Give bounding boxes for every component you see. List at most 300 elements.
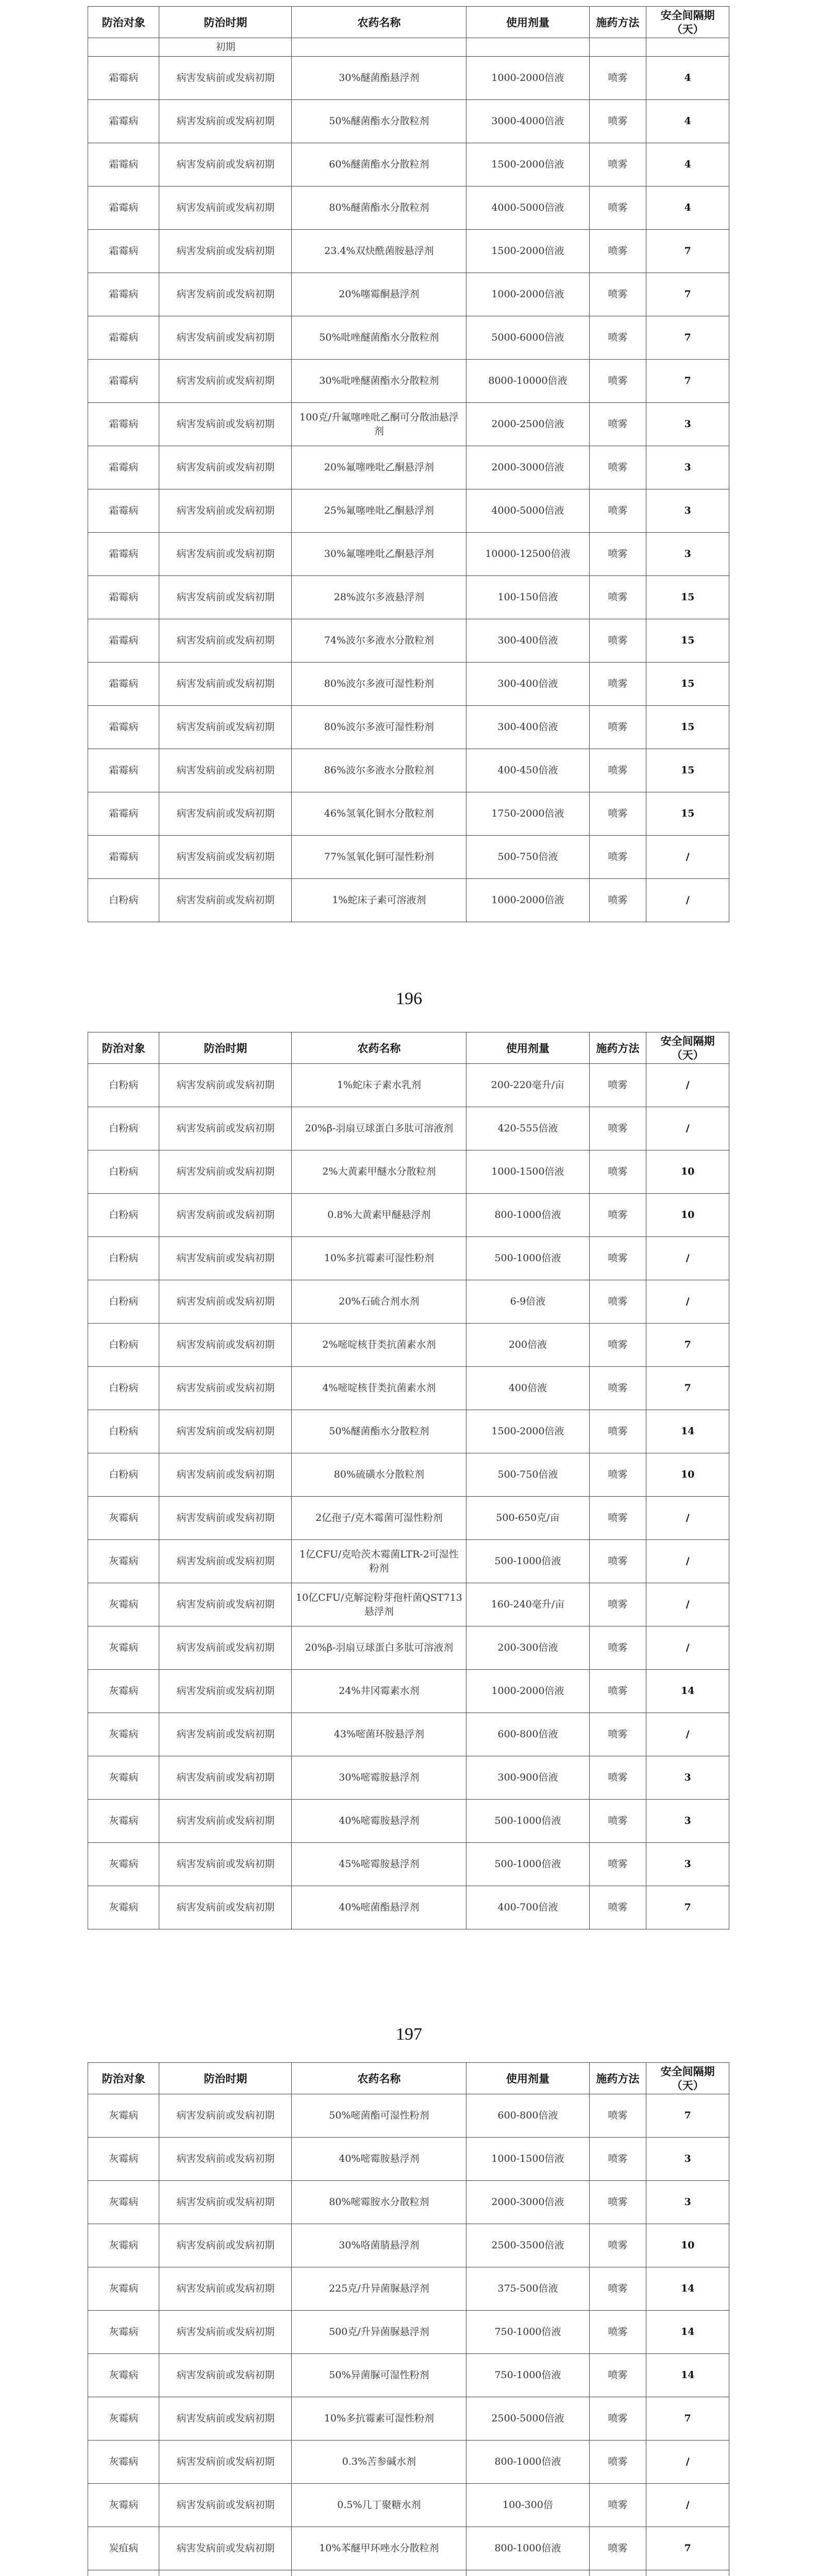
cell-method: 喷雾 [589, 1150, 646, 1194]
cell-target: 白粉病 [88, 1324, 159, 1367]
cell-agent: 43%嘧菌环胺悬浮剂 [292, 1713, 466, 1756]
cell-target: 霜霉病 [88, 663, 159, 706]
cell-method: 喷雾 [589, 57, 646, 100]
cell-target: 霜霉病 [88, 576, 159, 619]
cell-agent: 2亿孢子/克木霉菌可湿性粉剂 [292, 1497, 466, 1540]
cell-method: 喷雾 [589, 1064, 646, 1107]
cell-target: 霜霉病 [88, 446, 159, 489]
cell-interval: / [646, 836, 729, 879]
table-row [88, 1497, 729, 1540]
cell-method: 喷雾 [589, 1670, 646, 1713]
cell-period: 病害发病前或发病初期 [159, 403, 292, 446]
cell-interval: 15 [646, 576, 729, 619]
cell-agent: 24%井冈霉素水剂 [292, 1670, 466, 1713]
table-row [88, 1064, 729, 1107]
cell-agent: 0.8%大黄素甲醚悬浮剂 [292, 1194, 466, 1237]
header-method: 施药方法 [589, 2063, 646, 2094]
pesticide-table-p197 [88, 1032, 729, 1929]
table-row [88, 1410, 729, 1453]
cell-period: 病害发病前或发病初期 [159, 2311, 292, 2354]
table-row [88, 2484, 729, 2527]
cell-period: 病害发病前或发病初期 [159, 1367, 292, 1410]
table-row [88, 1150, 729, 1194]
cell-dose: 200-300倍液 [466, 1626, 589, 1670]
cell-interval: / [646, 1713, 729, 1756]
cell-method: 喷雾 [589, 2397, 646, 2441]
cell-method: 喷雾 [589, 1756, 646, 1800]
cell-method: 喷雾 [589, 230, 646, 273]
cell-interval: / [646, 1064, 729, 1107]
cell-method: 喷雾 [589, 879, 646, 922]
cell-method: 喷雾 [589, 1626, 646, 1670]
cell-period: 病害发病前或发病初期 [159, 2397, 292, 2441]
cell-target [88, 2570, 159, 2576]
cell-period: 病害发病前或发病初期 [159, 1324, 292, 1367]
cell-period: 病害发病前或发病初期 [159, 187, 292, 230]
cell-interval: / [646, 1583, 729, 1626]
table-row [88, 663, 729, 706]
cell-target: 白粉病 [88, 879, 159, 922]
table-row [88, 2094, 729, 2138]
cell-period: 病害发病前或发病初期 [159, 1064, 292, 1107]
cell-method: 喷雾 [589, 533, 646, 576]
cell-interval: 4 [646, 143, 729, 187]
cell-dose [466, 2570, 589, 2576]
cell-agent: 40%嘧菌酯悬浮剂 [292, 1886, 466, 1929]
cell-period: 病害发病前或发病初期 [159, 1800, 292, 1843]
cell-agent: 500克/升异菌脲悬浮剂 [292, 2311, 466, 2354]
cell-method: 喷雾 [589, 1713, 646, 1756]
cell-target: 灰霉病 [88, 2267, 159, 2311]
table-row [88, 706, 729, 749]
cell-interval: 3 [646, 2138, 729, 2181]
table-row [88, 57, 729, 100]
cell-target: 白粉病 [88, 1367, 159, 1410]
cell-agent: 10%多抗霉素可湿性粉剂 [292, 1237, 466, 1280]
cell-period [159, 2570, 292, 2576]
cell-agent: 80%硫磺水分散粒剂 [292, 1453, 466, 1497]
cell-method: 喷雾 [589, 1237, 646, 1280]
cell-interval: / [646, 1497, 729, 1540]
cell-method: 喷雾 [589, 100, 646, 143]
cell-dose: 500-1000倍液 [466, 1540, 589, 1583]
table-row [88, 1756, 729, 1800]
header-dose: 使用剂量 [466, 7, 589, 38]
cell-agent: 50%吡唑醚菌酯水分散粒剂 [292, 316, 466, 360]
cell-target: 白粉病 [88, 1150, 159, 1194]
table-row [88, 2267, 729, 2311]
cell-interval: 10 [646, 2224, 729, 2267]
cell-period: 病害发病前或发病初期 [159, 2138, 292, 2181]
table-row [88, 187, 729, 230]
cell-target: 白粉病 [88, 1107, 159, 1150]
cell-dose: 600-800倍液 [466, 2094, 589, 2138]
cell-target: 白粉病 [88, 1410, 159, 1453]
cell-method: 喷雾 [589, 446, 646, 489]
cell-period: 病害发病前或发病初期 [159, 2527, 292, 2570]
table-row [88, 619, 729, 663]
cell-period: 病害发病前或发病初期 [159, 2181, 292, 2224]
cell-dose: 1500-2000倍液 [466, 1410, 589, 1453]
cell-target: 灰霉病 [88, 2094, 159, 2138]
cell-interval: / [646, 1280, 729, 1324]
cell-interval: / [646, 1107, 729, 1150]
table-row [88, 1626, 729, 1670]
cell-agent: 1亿CFU/克哈茨木霉菌LTR-2可湿性粉剂 [292, 1540, 466, 1583]
cell-interval: 7 [646, 1324, 729, 1367]
cell-method: 喷雾 [589, 2311, 646, 2354]
cell-dose: 2000-3000倍液 [466, 446, 589, 489]
cell-target: 灰霉病 [88, 2138, 159, 2181]
cell-method: 喷雾 [589, 1280, 646, 1324]
cell-dose: 400-700倍液 [466, 1886, 589, 1929]
cell-agent: 50%异菌脲可湿性粉剂 [292, 2354, 466, 2397]
cell-method: 喷雾 [589, 1540, 646, 1583]
cell-dose: 420-555倍液 [466, 1107, 589, 1150]
cell-interval: 15 [646, 663, 729, 706]
cell-dose: 4000-5000倍液 [466, 187, 589, 230]
cell-method: 喷雾 [589, 316, 646, 360]
cell-period: 病害发病前或发病初期 [159, 533, 292, 576]
cell-period: 病害发病前或发病初期 [159, 1886, 292, 1929]
cell-target: 灰霉病 [88, 1886, 159, 1929]
cell-target: 霜霉病 [88, 230, 159, 273]
cell-dose: 1000-1500倍液 [466, 1150, 589, 1194]
cell-dose: 8000-10000倍液 [466, 360, 589, 403]
table-row [88, 2354, 729, 2397]
header-period: 防治时期 [159, 1032, 292, 1064]
cell-dose: 160-240毫升/亩 [466, 1583, 589, 1626]
table-row [88, 1367, 729, 1410]
cell-interval: / [646, 1237, 729, 1280]
cell-method: 喷雾 [589, 2441, 646, 2484]
cell-dose: 1750-2000倍液 [466, 792, 589, 836]
cell-dose: 200-220毫升/亩 [466, 1064, 589, 1107]
table-row [88, 1800, 729, 1843]
table-row [88, 1540, 729, 1583]
cell-dose: 500-1000倍液 [466, 1237, 589, 1280]
pesticide-table-p196 [88, 6, 729, 922]
cell-dose: 1500-2000倍液 [466, 230, 589, 273]
cell-period: 病害发病前或发病初期 [159, 836, 292, 879]
cell-agent: 20%β-羽扇豆球蛋白多肽可溶液剂 [292, 1107, 466, 1150]
cell-interval: 7 [646, 2094, 729, 2138]
cell-dose: 500-750倍液 [466, 836, 589, 879]
header-agent: 农药名称 [292, 2063, 466, 2094]
cell-dose: 300-900倍液 [466, 1756, 589, 1800]
cell-agent: 30%醚菌酯悬浮剂 [292, 57, 466, 100]
cell-target: 灰霉病 [88, 2441, 159, 2484]
cell-dose: 800-1000倍液 [466, 1194, 589, 1237]
table-header-row [88, 2063, 729, 2094]
cell-dose: 1000-1500倍液 [466, 2138, 589, 2181]
cell-interval: 15 [646, 792, 729, 836]
cell-period: 病害发病前或发病初期 [159, 2224, 292, 2267]
cell-dose: 100-300倍 [466, 2484, 589, 2527]
cell-dose: 800-1000倍液 [466, 2441, 589, 2484]
cell-target: 霜霉病 [88, 836, 159, 879]
table-row [88, 2181, 729, 2224]
cell-dose: 500-1000倍液 [466, 1800, 589, 1843]
cell-period: 病害发病前或发病初期 [159, 663, 292, 706]
cell-agent: 10%苯醚甲环唑水分散粒剂 [292, 2527, 466, 2570]
cell-interval: 3 [646, 446, 729, 489]
table-row [88, 489, 729, 533]
cell-method [589, 2570, 646, 2576]
cell-period: 病害发病前或发病初期 [159, 1626, 292, 1670]
cell-agent: 86%波尔多液水分散粒剂 [292, 749, 466, 792]
cell-interval: 10 [646, 1150, 729, 1194]
cell-interval: 3 [646, 489, 729, 533]
cell-dose: 300-400倍液 [466, 706, 589, 749]
cell-agent: 1%蛇床子素水乳剂 [292, 1064, 466, 1107]
cell-agent [292, 2570, 466, 2576]
cell-dose: 300-400倍液 [466, 619, 589, 663]
cell-dose: 1000-2000倍液 [466, 57, 589, 100]
cell-target: 灰霉病 [88, 2484, 159, 2527]
cell-dose: 750-1000倍液 [466, 2311, 589, 2354]
cell-period: 病害发病前或发病初期 [159, 446, 292, 489]
header-period: 防治时期 [159, 2063, 292, 2094]
cell-target: 灰霉病 [88, 1583, 159, 1626]
table-row [88, 446, 729, 489]
cell-agent: 40%嘧霉胺悬浮剂 [292, 2138, 466, 2181]
cell-agent: 74%波尔多液水分散粒剂 [292, 619, 466, 663]
cell-agent: 50%醚菌酯水分散粒剂 [292, 100, 466, 143]
cell-dose: 1000-2000倍液 [466, 273, 589, 316]
cell-interval: 7 [646, 1367, 729, 1410]
table-row [88, 1886, 729, 1929]
header-period: 防治时期 [159, 7, 292, 38]
cell-period: 初期 [159, 38, 292, 57]
cell-method: 喷雾 [589, 1583, 646, 1626]
cell-period: 病害发病前或发病初期 [159, 1497, 292, 1540]
cell-method: 喷雾 [589, 1367, 646, 1410]
cell-interval: 4 [646, 57, 729, 100]
cell-interval: 7 [646, 360, 729, 403]
table-row [88, 2441, 729, 2484]
cell-target: 灰霉病 [88, 2354, 159, 2397]
cell-target: 灰霉病 [88, 1497, 159, 1540]
cell-interval: 7 [646, 273, 729, 316]
table-row [88, 143, 729, 187]
cell-method: 喷雾 [589, 706, 646, 749]
cell-interval: 3 [646, 1800, 729, 1843]
cell-method: 喷雾 [589, 749, 646, 792]
cell-agent: 0.3%苦参碱水剂 [292, 2441, 466, 2484]
cell-method: 喷雾 [589, 1107, 646, 1150]
cell-interval: 14 [646, 1410, 729, 1453]
cell-dose: 200倍液 [466, 1324, 589, 1367]
cell-period: 病害发病前或发病初期 [159, 2267, 292, 2311]
cell-period: 病害发病前或发病初期 [159, 619, 292, 663]
cell-target: 霜霉病 [88, 187, 159, 230]
cell-interval: 3 [646, 2181, 729, 2224]
table-row [88, 749, 729, 792]
cell-interval: 14 [646, 2354, 729, 2397]
table-row [88, 2311, 729, 2354]
cell-method: 喷雾 [589, 2484, 646, 2527]
cell-target: 霜霉病 [88, 316, 159, 360]
cell-interval: / [646, 2441, 729, 2484]
cell-method: 喷雾 [589, 836, 646, 879]
cell-dose: 1000-2000倍液 [466, 879, 589, 922]
table-row [88, 1324, 729, 1367]
cell-target: 霜霉病 [88, 792, 159, 836]
cell-method: 喷雾 [589, 1800, 646, 1843]
header-method: 施药方法 [589, 7, 646, 38]
cell-method: 喷雾 [589, 1886, 646, 1929]
cell-interval: 10 [646, 1194, 729, 1237]
cell-agent: 80%波尔多液可湿性粉剂 [292, 663, 466, 706]
table-row [88, 403, 729, 446]
table-row [88, 792, 729, 836]
cell-interval: 4 [646, 187, 729, 230]
cell-interval: 14 [646, 2311, 729, 2354]
cell-target: 白粉病 [88, 1064, 159, 1107]
table-row [88, 2138, 729, 2181]
cell-method: 喷雾 [589, 273, 646, 316]
cell-agent: 60%醚菌酯水分散粒剂 [292, 143, 466, 187]
table-row [88, 879, 729, 922]
table-row [88, 836, 729, 879]
cell-period: 病害发病前或发病初期 [159, 1756, 292, 1800]
header-interval: 安全间隔期（天） [646, 1032, 729, 1064]
cell-period: 病害发病前或发病初期 [159, 360, 292, 403]
cell-method: 喷雾 [589, 619, 646, 663]
cell-agent: 10%多抗霉素可湿性粉剂 [292, 2397, 466, 2441]
cell-interval: 7 [646, 230, 729, 273]
cell-dose: 3000-4000倍液 [466, 100, 589, 143]
cell-method: 喷雾 [589, 360, 646, 403]
cell-method: 喷雾 [589, 576, 646, 619]
table-row [88, 2570, 729, 2576]
cell-interval: 3 [646, 1756, 729, 1800]
cell-method: 喷雾 [589, 1453, 646, 1497]
cell-interval: 7 [646, 2397, 729, 2441]
cell-target: 灰霉病 [88, 1843, 159, 1886]
cell-interval: 10 [646, 1453, 729, 1497]
cell-method: 喷雾 [589, 1410, 646, 1453]
cell-target: 霜霉病 [88, 619, 159, 663]
cell-period: 病害发病前或发病初期 [159, 706, 292, 749]
cell-period: 病害发病前或发病初期 [159, 1150, 292, 1194]
cell-interval: 7 [646, 1886, 729, 1929]
cell-interval: / [646, 2484, 729, 2527]
cell-period: 病害发病前或发病初期 [159, 1583, 292, 1626]
cell-target: 霜霉病 [88, 57, 159, 100]
cell-agent: 80%醚菌酯水分散粒剂 [292, 187, 466, 230]
cell-dose: 750-1000倍液 [466, 2354, 589, 2397]
cell-period: 病害发病前或发病初期 [159, 1237, 292, 1280]
cell-interval: 15 [646, 749, 729, 792]
table-row [88, 360, 729, 403]
table-row [88, 230, 729, 273]
cell-interval [646, 2570, 729, 2576]
cell-interval: / [646, 1626, 729, 1670]
cell-agent: 225克/升异菌脲悬浮剂 [292, 2267, 466, 2311]
table-row [88, 1107, 729, 1150]
cell-agent: 45%嘧霉胺悬浮剂 [292, 1843, 466, 1886]
cell-target: 霜霉病 [88, 360, 159, 403]
cell-agent: 30%氟噻唑吡乙酮悬浮剂 [292, 533, 466, 576]
cell-dose: 10000-12500倍液 [466, 533, 589, 576]
cell-method: 喷雾 [589, 792, 646, 836]
cell-period: 病害发病前或发病初期 [159, 1194, 292, 1237]
table-row [88, 2224, 729, 2267]
cell-agent: 20%氟噻唑吡乙酮悬浮剂 [292, 446, 466, 489]
cell-agent: 100克/升氟噻唑吡乙酮可分散油悬浮剂 [292, 403, 466, 446]
cell-period: 病害发病前或发病初期 [159, 100, 292, 143]
cell-method: 喷雾 [589, 2181, 646, 2224]
cell-period: 病害发病前或发病初期 [159, 489, 292, 533]
cell-method: 喷雾 [589, 1497, 646, 1540]
table-row [88, 1713, 729, 1756]
cell-agent: 10亿CFU/克解淀粉芽孢杆菌QST713悬浮剂 [292, 1583, 466, 1626]
table-row [88, 2397, 729, 2441]
cell-agent: 77%氢氧化铜可湿性粉剂 [292, 836, 466, 879]
cell-dose: 500-650克/亩 [466, 1497, 589, 1540]
table-row [88, 576, 729, 619]
cell-period: 病害发病前或发病初期 [159, 576, 292, 619]
cell-dose: 2000-3000倍液 [466, 2181, 589, 2224]
cell-target: 霜霉病 [88, 143, 159, 187]
cell-interval: 7 [646, 2527, 729, 2570]
cell-period: 病害发病前或发病初期 [159, 879, 292, 922]
cell-agent: 28%波尔多液悬浮剂 [292, 576, 466, 619]
cell-target: 灰霉病 [88, 2311, 159, 2354]
header-agent: 农药名称 [292, 7, 466, 38]
cell-agent: 1%蛇床子素可溶液剂 [292, 879, 466, 922]
cell-target: 霜霉病 [88, 533, 159, 576]
cell-target: 炭疽病 [88, 2527, 159, 2570]
header-agent: 农药名称 [292, 1032, 466, 1064]
table-row [88, 1237, 729, 1280]
cell-method: 喷雾 [589, 663, 646, 706]
cell-agent: 2%大黄素甲醚水分散粒剂 [292, 1150, 466, 1194]
cell-target: 灰霉病 [88, 2397, 159, 2441]
cell-method: 喷雾 [589, 1843, 646, 1886]
cell-dose: 400-450倍液 [466, 749, 589, 792]
cell-agent: 30%咯菌腈悬浮剂 [292, 2224, 466, 2267]
cell-target: 霜霉病 [88, 706, 159, 749]
cell-agent: 30%嘧霉胺悬浮剂 [292, 1756, 466, 1800]
header-dose: 使用剂量 [466, 2063, 589, 2094]
table-row [88, 273, 729, 316]
cell-target: 白粉病 [88, 1280, 159, 1324]
cell-target: 霜霉病 [88, 489, 159, 533]
table-row [88, 100, 729, 143]
cell-target: 霜霉病 [88, 273, 159, 316]
header-target: 防治对象 [88, 7, 159, 38]
table-row [88, 1670, 729, 1713]
cell-period: 病害发病前或发病初期 [159, 316, 292, 360]
cell-method: 喷雾 [589, 403, 646, 446]
cell-period: 病害发病前或发病初期 [159, 230, 292, 273]
cell-target: 灰霉病 [88, 1713, 159, 1756]
pesticide-table-p198 [88, 2062, 729, 2576]
cell-agent: 4%嘧啶核苷类抗菌素水剂 [292, 1367, 466, 1410]
cell-target: 霜霉病 [88, 403, 159, 446]
cell-period: 病害发病前或发病初期 [159, 1280, 292, 1324]
cell-agent: 50%嘧菌酯可湿性粉剂 [292, 2094, 466, 2138]
cell-method: 喷雾 [589, 2138, 646, 2181]
cell-period: 病害发病前或发病初期 [159, 273, 292, 316]
cell-target: 灰霉病 [88, 1756, 159, 1800]
cell-agent: 40%嘧霉胺悬浮剂 [292, 1800, 466, 1843]
cell-dose: 100-150倍液 [466, 576, 589, 619]
cell-interval: 3 [646, 1843, 729, 1886]
